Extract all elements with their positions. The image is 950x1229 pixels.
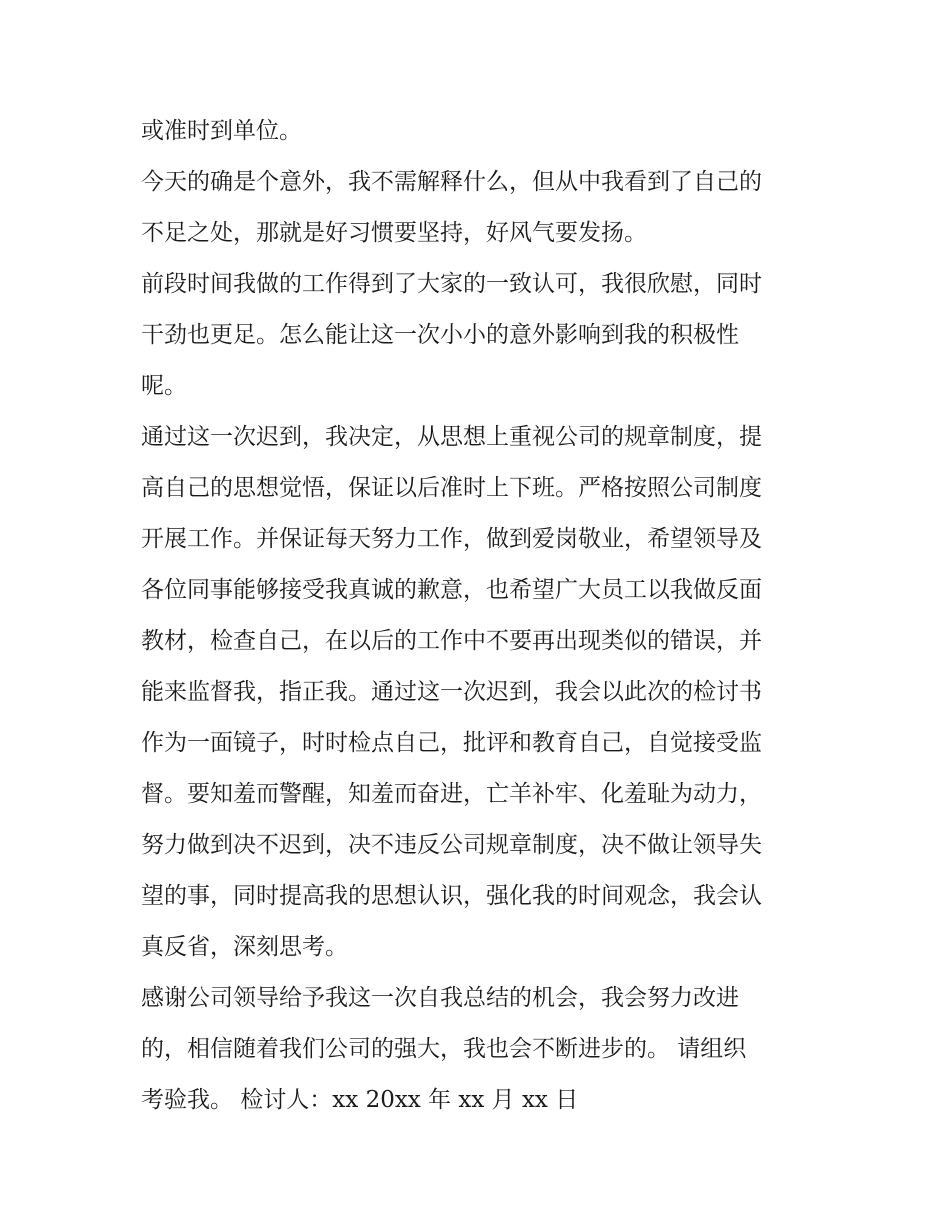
text-line: 望的事，同时提高我的思想认识，强化我的时间观念，我会认 xyxy=(141,883,762,909)
text-line: 真反省，深刻思考。 xyxy=(141,934,348,960)
document-body xyxy=(141,106,821,1126)
paragraph xyxy=(141,106,821,157)
text-line: 开展工作。并保证每天努力工作，做到爱岗敬业，希望领导及 xyxy=(141,526,762,552)
paragraph xyxy=(141,412,821,973)
text-line: 督。要知羞而警醒，知羞而奋进，亡羊补牢、化羞耻为动力， xyxy=(141,781,762,807)
text-line: 高自己的思想觉悟，保证以后准时上下班。严格按照公司制度 xyxy=(141,475,762,501)
text-line: 教材，检查自己，在以后的工作中不要再出现类似的错误，并 xyxy=(141,628,762,654)
text-line: 前段时间我做的工作得到了大家的一致认可，我很欣慰，同时 xyxy=(141,271,762,297)
text-line: 呢。 xyxy=(141,373,187,399)
text-line: 各位同事能够接受我真诚的歉意，也希望广大员工以我做反面 xyxy=(141,577,762,603)
text-line: 不足之处，那就是好习惯要坚持，好风气要发扬。 xyxy=(141,220,647,246)
text-line: 或准时到单位。 xyxy=(141,118,302,144)
paragraph xyxy=(141,973,821,1126)
paragraph xyxy=(141,157,821,259)
text-line: 能来监督我，指正我。通过这一次迟到，我会以此次的检讨书 xyxy=(141,679,762,705)
text-line: 感谢公司领导给予我这一次自我总结的机会，我会努力改进 xyxy=(141,985,739,1011)
text-line: 通过这一次迟到，我决定，从思想上重视公司的规章制度，提 xyxy=(141,424,762,450)
paragraph xyxy=(141,259,821,412)
text-line: 的，相信随着我们公司的强大，我也会不断进步的。 请组织 xyxy=(141,1036,747,1062)
signature-line: 考验我。 检讨人：xx 20xx 年 xx 月 xx 日 xyxy=(141,1087,579,1113)
text-line: 努力做到决不迟到，决不违反公司规章制度，决不做让领导失 xyxy=(141,832,762,858)
text-line: 今天的确是个意外，我不需解释什么，但从中我看到了自己的 xyxy=(141,169,762,195)
text-line: 作为一面镜子，时时检点自己，批评和教育自己，自觉接受监 xyxy=(141,730,762,756)
text-line: 干劲也更足。怎么能让这一次小小的意外影响到我的积极性 xyxy=(141,322,739,348)
